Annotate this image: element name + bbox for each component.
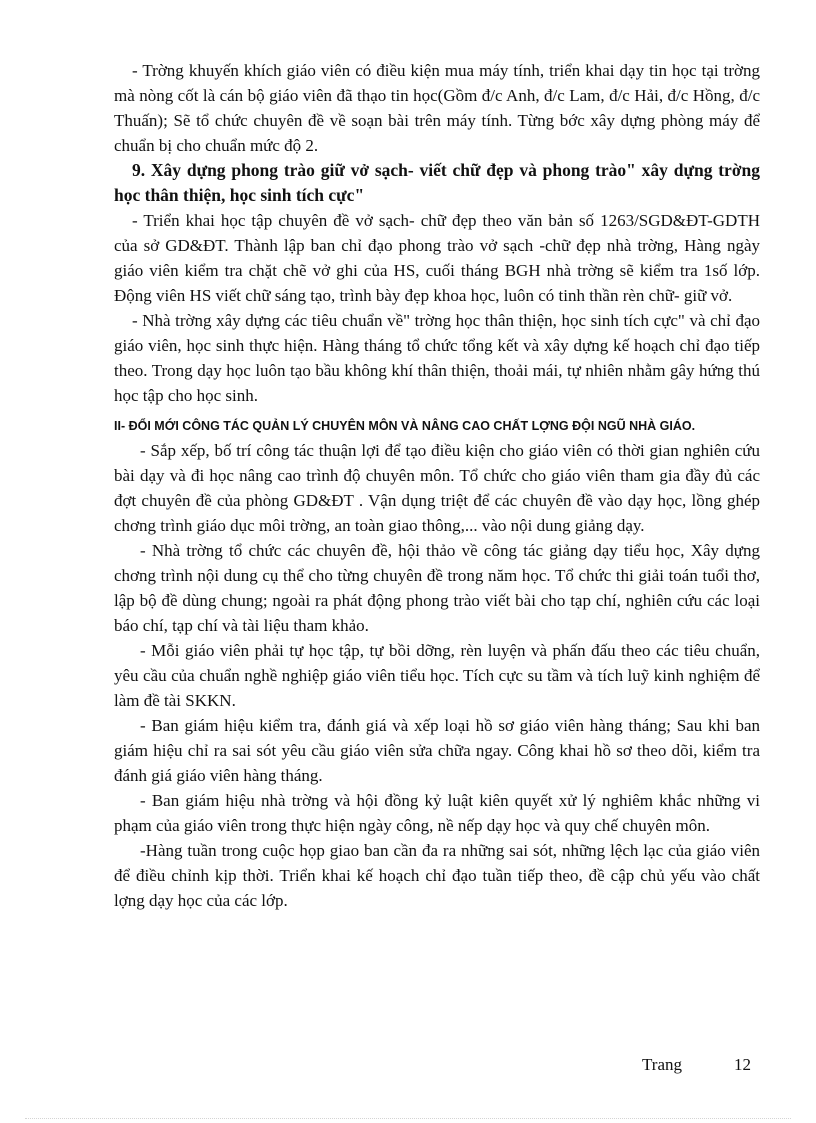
section-heading-9: 9. Xây dựng phong trào giữ vở sạch- viết chữ đẹp và phong trào" xây dựng trờng học thân thiện, học sinh tích cực" bbox=[114, 160, 760, 205]
document-page bbox=[114, 58, 760, 913]
page-label: Trang bbox=[642, 1055, 682, 1074]
paragraph-arrange-work: - Sắp xếp, bố trí công tác thuận lợi để tạo điều kiện cho giáo viên có thời gian nghiên cứu bài dạy và đi học nâng cao trình độ chuyên môn. Tổ chức cho giáo viên tham gia đầy đủ các đợt chuyên đề của phòng GD&ĐT . Vận dụng triệt để các chuyên đề vào dạy học, lồng ghép chơng trình giáo dục môi trờng, an toàn giao thông,... vào nội dung giảng dạy. bbox=[114, 441, 760, 535]
page-number: 12 bbox=[734, 1055, 751, 1074]
paragraph-weekly-meeting: -Hàng tuần trong cuộc họp giao ban cần đa ra những sai sót, những lệch lạc của giáo viên để điều chỉnh kịp thời. Triển khai kế hoạch chỉ đạo tuần tiếp theo, đề cập chủ yếu vào chất lợng dạy học của các lớp. bbox=[114, 841, 760, 910]
section-heading-ii: II- ĐỔI MỚI CÔNG TÁC QUẢN LÝ CHUYÊN MÔN VÀ NÂNG CAO CHẤT LỢNG ĐỘI NGŨ NHÀ GIÁO. bbox=[114, 419, 696, 433]
paragraph-self-study: - Mỗi giáo viên phải tự học tập, tự bồi dỡng, rèn luyện và phấn đấu theo các tiêu chuẩn, yêu cầu của chuẩn nghề nghiệp giáo viên tiểu học. Tích cực su tầm và tích luỹ kinh nghiệm để làm đề tài SKKN. bbox=[114, 641, 760, 710]
paragraph-computer-training: - Trờng khuyến khích giáo viên có điều kiện mua máy tính, triển khai dạy tin học tại trờng mà nòng cốt là cán bộ giáo viên đã thạo tin học(Gồm đ/c Anh, đ/c Lam, đ/c Hải, đ/c Hồng, đ/c Thuấn); Sẽ tổ chức chuyên đề về soạn bài trên máy tính. Từng bớc xây dựng phòng máy để chuẩn bị cho chuẩn mức độ 2. bbox=[114, 61, 760, 155]
paragraph-seminars: - Nhà trờng tổ chức các chuyên đề, hội thảo về công tác giảng dạy tiểu học, Xây dựng chơng trình nội dung cụ thể cho từng chuyên đề trong năm học. Tổ chức thi giải toán tuổi thơ, lập bộ đề dùng chung; ngoài ra phát động phong trào viết bài cho tạp chí, nghiên cứu các loại báo chí, tạp chí và tài liệu tham khảo. bbox=[114, 541, 760, 635]
paragraph-discipline: - Ban giám hiệu nhà trờng và hội đồng kỷ luật kiên quyết xử lý nghiêm khắc những vi phạm của giáo viên trong thực hiện ngày công, nề nếp dạy học và quy chế chuyên môn. bbox=[114, 791, 760, 835]
paragraph-clean-notebook: - Triển khai học tập chuyên đề vở sạch- chữ đẹp theo văn bản số 1263/SGD&ĐT-GDTH của sở GD&ĐT. Thành lập ban chỉ đạo phong trào vở sạch -chữ đẹp nhà trờng, Hàng ngày giáo viên kiểm tra chặt chẽ vở ghi của HS, cuối tháng BGH nhà trờng sẽ kiểm tra 1số lớp. Động viên HS viết chữ sáng tạo, trình bày đẹp khoa học, luôn có tinh thần rèn chữ- giữ vở. bbox=[114, 211, 760, 305]
page-bottom-divider bbox=[25, 1118, 791, 1119]
paragraph-records-check: - Ban giám hiệu kiểm tra, đánh giá và xếp loại hồ sơ giáo viên hàng tháng; Sau khi ban giám hiệu chỉ ra sai sót yêu cầu giáo viên sửa chữa ngay. Công khai hồ sơ theo dõi, kiểm tra đánh giá giáo viên hàng tháng. bbox=[114, 716, 760, 785]
paragraph-friendly-school: - Nhà trờng xây dựng các tiêu chuẩn về" trờng học thân thiện, học sinh tích cực" và chỉ đạo giáo viên, học sinh thực hiện. Hàng tháng tổ chức tổng kết và xây dựng kế hoạch chỉ đạo tiếp theo. Trong dạy học luôn tạo bầu không khí thân thiện, thoải mái, tự nhiên nhằm gây hứng thú học tập cho học sinh. bbox=[114, 311, 760, 405]
page-footer bbox=[642, 1055, 751, 1075]
